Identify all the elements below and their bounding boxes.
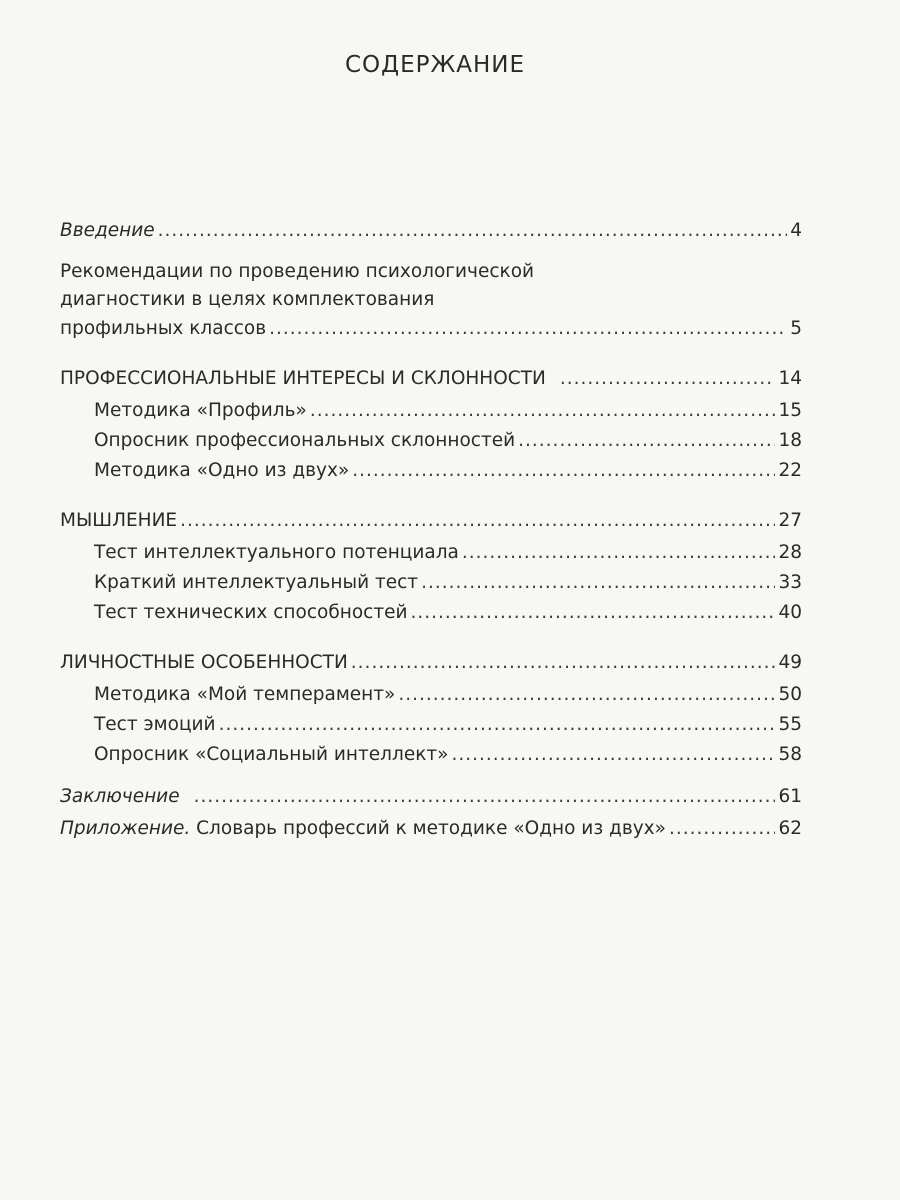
toc-entry-page: 50 [778, 684, 802, 705]
toc-entry-page: 28 [778, 542, 802, 563]
toc-entry-recommendations-line-2: диагностики в целях комплектования [60, 289, 435, 310]
toc-entry-short-intellectual-test[interactable] [94, 572, 802, 594]
toc-entry-intellectual-potential-test[interactable] [94, 542, 802, 564]
dot-leader [310, 400, 776, 422]
toc-entry-label: Методика «Одно из двух» [94, 460, 350, 481]
toc-entry-page: 62 [778, 818, 802, 839]
toc-entry-inclinations-questionnaire[interactable] [94, 430, 802, 452]
dot-leader [269, 318, 787, 340]
toc-entry-page: 55 [778, 714, 802, 735]
dot-leader [421, 572, 775, 594]
dot-leader [194, 786, 776, 808]
toc-entry-recommendations-line-1: Рекомендации по проведению психологической [60, 261, 535, 282]
toc-entry-label: ЛИЧНОСТНЫЕ ОСОБЕННОСТИ [60, 652, 348, 673]
toc-entry-label: Тест эмоций [94, 714, 216, 735]
dot-leader [411, 602, 776, 624]
toc-entry-label: Заключение [60, 786, 180, 807]
toc-entry-page: 22 [778, 460, 802, 481]
toc-section-personality[interactable] [60, 652, 802, 674]
toc-entry-temperament-method[interactable] [94, 684, 802, 706]
toc-entry-page: 14 [778, 368, 802, 389]
toc-entry-label: Тест интеллектуального потенциала [94, 542, 459, 563]
toc-entry-social-intellect-questionnaire[interactable] [94, 744, 802, 766]
toc-entry-label [60, 818, 666, 840]
toc-entry-label: Методика «Профиль» [94, 400, 307, 421]
dot-leader [352, 460, 775, 482]
dot-leader [180, 510, 775, 532]
toc-entry-label-italic-prefix: Приложение. [60, 818, 191, 839]
toc-entry-page: 15 [778, 400, 802, 421]
toc-entry-introduction[interactable] [60, 220, 802, 242]
toc-entry-label: Введение [60, 220, 155, 241]
toc-entry-recommendations[interactable] [60, 318, 802, 340]
toc-entry-label: МЫШЛЕНИЕ [60, 510, 178, 531]
toc-section-interests[interactable] [60, 368, 802, 390]
toc-section-thinking[interactable] [60, 510, 802, 532]
dot-leader [219, 714, 776, 736]
toc-entry-page: 27 [778, 510, 802, 531]
toc-entry-page: 18 [778, 430, 802, 451]
toc-entry-page: 49 [778, 652, 802, 673]
toc-entry-label: профильных классов [60, 318, 267, 339]
toc-entry-page: 5 [790, 318, 802, 339]
toc-entry-page: 61 [778, 786, 802, 807]
toc-entry-appendix[interactable] [60, 818, 802, 840]
toc-entry-technical-abilities-test[interactable] [94, 602, 802, 624]
toc-entry-label: ПРОФЕССИОНАЛЬНЫЕ ИНТЕРЕСЫ И СКЛОННОСТИ [60, 368, 546, 389]
toc-entry-conclusion[interactable] [60, 786, 802, 808]
dot-leader [351, 652, 776, 674]
dot-leader [518, 430, 775, 452]
dot-leader [560, 368, 776, 390]
dot-leader [451, 744, 775, 766]
toc-entry-one-of-two-method[interactable] [94, 460, 802, 482]
dot-leader [669, 818, 776, 840]
page-title: СОДЕРЖАНИЕ [344, 52, 526, 78]
toc-entry-page: 33 [778, 572, 802, 593]
toc-entry-label: Тест технических способностей [94, 602, 408, 623]
toc-entry-page: 58 [778, 744, 802, 765]
toc-entry-label: Опросник профессиональных склонностей [94, 430, 516, 451]
dot-leader [398, 684, 775, 706]
dot-leader [462, 542, 776, 564]
toc-entry-profile-method[interactable] [94, 400, 802, 422]
toc-entry-label: Методика «Мой темперамент» [94, 684, 396, 705]
toc-entry-page: 4 [790, 220, 802, 241]
toc-entry-label: Краткий интеллектуальный тест [94, 572, 419, 593]
dot-leader [158, 220, 788, 242]
toc-entry-page: 40 [778, 602, 802, 623]
toc-entry-label-text: Словарь профессий к методике «Одно из двух» [196, 818, 666, 839]
toc-entry-emotions-test[interactable] [94, 714, 802, 736]
toc-entry-label: Опросник «Социальный интеллект» [94, 744, 449, 765]
